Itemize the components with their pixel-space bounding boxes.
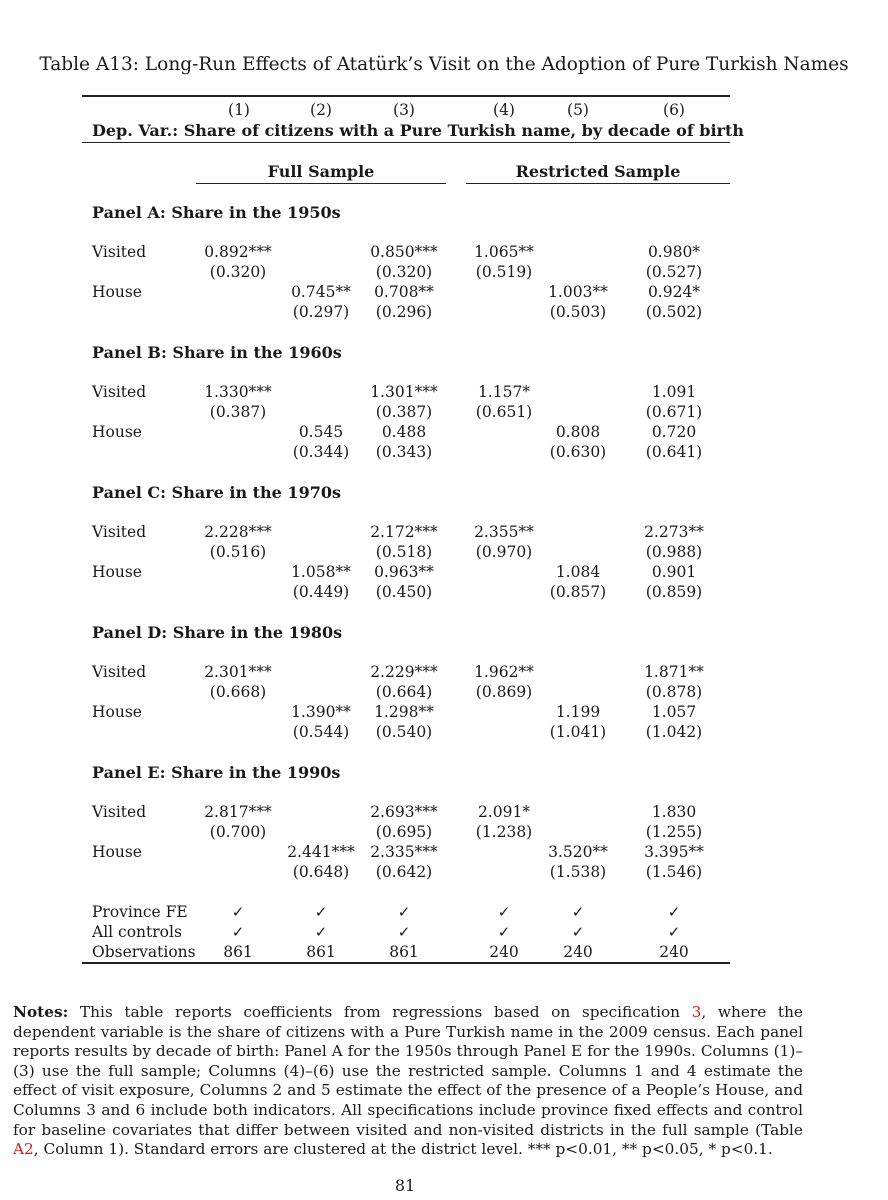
- coefficient-cell: 2.229***: [370, 663, 438, 681]
- standard-error-cell: (0.518): [375, 543, 433, 561]
- standard-error-cell: (0.651): [475, 403, 533, 421]
- coefficient-cell: 0.892***: [204, 243, 272, 261]
- standard-error-cell: (0.641): [645, 443, 703, 461]
- standard-error-cell: (0.664): [375, 683, 433, 701]
- coefficient-cell: 1.003**: [548, 283, 608, 301]
- standard-error-cell: (1.042): [645, 723, 703, 741]
- notes-text-1: This table reports coefficients from regressions based on specification: [68, 1003, 692, 1021]
- check-mark: ✓: [571, 923, 585, 941]
- standard-error-cell: (0.668): [209, 683, 267, 701]
- check-mark: ✓: [667, 923, 681, 941]
- standard-error-cell: (0.296): [375, 303, 433, 321]
- coefficient-cell: 0.708**: [374, 283, 434, 301]
- notes-text-3: , Column 1). Standard errors are clustered at the district level. *** p<0.01, ** p<0.05, * p<0.1.: [33, 1140, 773, 1159]
- standard-error-cell: (0.878): [645, 683, 703, 701]
- row-label-observations: Observations: [92, 943, 196, 961]
- standard-error-cell: (0.297): [292, 303, 350, 321]
- observations-cell: 240: [563, 943, 593, 961]
- coefficient-cell: 2.441***: [287, 843, 355, 861]
- bottom-rule: [82, 962, 730, 964]
- observations-cell: 861: [306, 943, 336, 961]
- coefficient-cell: 1.157*: [477, 383, 531, 401]
- standard-error-cell: (0.540): [375, 723, 433, 741]
- standard-error-cell: (0.700): [209, 823, 267, 841]
- standard-error-cell: (0.343): [375, 443, 433, 461]
- standard-error-cell: (0.519): [475, 263, 533, 281]
- check-mark: ✓: [397, 923, 411, 941]
- coefficient-cell: 1.298**: [374, 703, 434, 721]
- observations-cell: 861: [223, 943, 253, 961]
- panel-title: Panel C: Share in the 1970s: [92, 483, 341, 502]
- standard-error-cell: (1.538): [549, 863, 607, 881]
- standard-error-cell: (0.671): [645, 403, 703, 421]
- standard-error-cell: (0.449): [292, 583, 350, 601]
- table-title: Table A13: Long-Run Effects of Atatürk’s Visit on the Adoption of Pure Turkish Names: [39, 54, 849, 75]
- standard-error-cell: (0.970): [475, 543, 533, 561]
- coefficient-cell: 2.693***: [370, 803, 438, 821]
- standard-error-cell: (0.320): [209, 263, 267, 281]
- header-rule: [82, 142, 730, 143]
- coefficient-cell: 1.330***: [204, 383, 272, 401]
- row-label-house: House: [92, 423, 142, 441]
- coefficient-cell: 1.301***: [370, 383, 438, 401]
- panel-title: Panel E: Share in the 1990s: [92, 763, 341, 782]
- dependent-variable-label: Dep. Var.: Share of citizens with a Pure Turkish name, by decade of birth: [92, 121, 744, 140]
- coefficient-cell: 2.228***: [204, 523, 272, 541]
- standard-error-cell: (0.320): [375, 263, 433, 281]
- standard-error-cell: (0.988): [645, 543, 703, 561]
- observations-cell: 240: [489, 943, 519, 961]
- standard-error-cell: (0.648): [292, 863, 350, 881]
- standard-error-cell: (1.238): [475, 823, 533, 841]
- specification-link[interactable]: 3: [691, 1003, 702, 1021]
- coefficient-cell: 2.301***: [204, 663, 272, 681]
- coefficient-cell: 3.520**: [548, 843, 608, 861]
- table-notes: [13, 1003, 803, 1160]
- top-rule: [82, 95, 730, 97]
- coefficient-cell: 2.172***: [370, 523, 438, 541]
- standard-error-cell: (0.527): [645, 263, 703, 281]
- page-number: 81: [394, 1176, 416, 1195]
- standard-error-cell: (0.630): [549, 443, 607, 461]
- row-label-visited: Visited: [92, 243, 147, 261]
- coefficient-cell: 0.745**: [291, 283, 351, 301]
- standard-error-cell: (0.387): [209, 403, 267, 421]
- coefficient-cell: 0.901: [651, 563, 697, 581]
- check-mark: ✓: [497, 903, 511, 921]
- check-mark: ✓: [314, 903, 328, 921]
- coefficient-cell: 2.091*: [477, 803, 531, 821]
- row-label-visited: Visited: [92, 523, 147, 541]
- group-header-restricted: Restricted Sample: [515, 162, 681, 181]
- check-mark: ✓: [497, 923, 511, 941]
- standard-error-cell: (0.695): [375, 823, 433, 841]
- coefficient-cell: 0.980*: [647, 243, 701, 261]
- standard-error-cell: (0.516): [209, 543, 267, 561]
- coefficient-cell: 3.395**: [644, 843, 704, 861]
- observations-cell: 240: [659, 943, 689, 961]
- coefficient-cell: 0.924*: [647, 283, 701, 301]
- column-header: (2): [310, 101, 332, 119]
- row-label-visited: Visited: [92, 383, 147, 401]
- coefficient-cell: 1.057: [651, 703, 697, 721]
- panel-title: Panel A: Share in the 1950s: [92, 203, 341, 222]
- coefficient-cell: 1.830: [651, 803, 697, 821]
- coefficient-cell: 0.808: [555, 423, 601, 441]
- row-label-visited: Visited: [92, 663, 147, 681]
- standard-error-cell: (0.869): [475, 683, 533, 701]
- column-header: (5): [567, 101, 589, 119]
- coefficient-cell: 1.962**: [474, 663, 534, 681]
- standard-error-cell: (0.503): [549, 303, 607, 321]
- notes-label: Notes:: [13, 1003, 69, 1021]
- column-header: (6): [663, 101, 685, 119]
- coefficient-cell: 1.091: [651, 383, 697, 401]
- standard-error-cell: (0.859): [645, 583, 703, 601]
- standard-error-cell: (0.387): [375, 403, 433, 421]
- group-header-full: Full Sample: [267, 162, 375, 181]
- standard-error-cell: (0.642): [375, 863, 433, 881]
- coefficient-cell: 0.488: [381, 423, 427, 441]
- standard-error-cell: (1.041): [549, 723, 607, 741]
- row-label-all-controls: All controls: [92, 923, 182, 941]
- notes-text-2: , where the dependent variable is the share of citizens with a Pure Turkish name in the 2009 census. Each panel reports results by decade of birth: Panel A for the 1950s through Panel E for the 1990s. Columns (1)–(3) use the full sample; Columns (4)–(6) use the restricted sample. Columns 1 and 4 estimate the effect of visit exposure, Columns 2 and 5 estimate the effect of the presence of a People’s House, and Columns 3 and 6 include both indicators. All specifications include province fixed effects and control for baseline covariates that differ between visited and non-visited districts in the full sample (Table: [13, 1003, 803, 1139]
- column-header: (4): [493, 101, 515, 119]
- coefficient-cell: 2.355**: [474, 523, 534, 541]
- row-label-house: House: [92, 843, 142, 861]
- coefficient-cell: 0.963**: [374, 563, 434, 581]
- group-rule-restricted: [466, 183, 730, 184]
- check-mark: ✓: [231, 903, 245, 921]
- row-label-house: House: [92, 703, 142, 721]
- standard-error-cell: (1.255): [645, 823, 703, 841]
- coefficient-cell: 2.335***: [370, 843, 438, 861]
- row-label-house: House: [92, 283, 142, 301]
- standard-error-cell: (0.450): [375, 583, 433, 601]
- check-mark: ✓: [667, 903, 681, 921]
- row-label-province-fe: Province FE: [92, 903, 188, 921]
- row-label-house: House: [92, 563, 142, 581]
- coefficient-cell: 1.065**: [474, 243, 534, 261]
- coefficient-cell: 1.084: [555, 563, 601, 581]
- coefficient-cell: 0.850***: [370, 243, 438, 261]
- observations-cell: 861: [389, 943, 419, 961]
- standard-error-cell: (0.544): [292, 723, 350, 741]
- column-header: (1): [228, 101, 250, 119]
- coefficient-cell: 1.199: [555, 703, 601, 721]
- column-header: (3): [393, 101, 415, 119]
- panel-title: Panel B: Share in the 1960s: [92, 343, 342, 362]
- coefficient-cell: 0.720: [651, 423, 697, 441]
- standard-error-cell: (0.857): [549, 583, 607, 601]
- coefficient-cell: 1.871**: [644, 663, 704, 681]
- standard-error-cell: (0.344): [292, 443, 350, 461]
- coefficient-cell: 2.273**: [644, 523, 704, 541]
- check-mark: ✓: [231, 923, 245, 941]
- group-rule-full: [196, 183, 446, 184]
- coefficient-cell: 1.058**: [291, 563, 351, 581]
- row-label-visited: Visited: [92, 803, 147, 821]
- panel-title: Panel D: Share in the 1980s: [92, 623, 343, 642]
- coefficient-cell: 2.817***: [204, 803, 272, 821]
- coefficient-cell: 1.390**: [291, 703, 351, 721]
- standard-error-cell: (1.546): [645, 863, 703, 881]
- table-a2-link[interactable]: A2: [13, 1140, 34, 1159]
- coefficient-cell: 0.545: [298, 423, 344, 441]
- check-mark: ✓: [397, 903, 411, 921]
- standard-error-cell: (0.502): [645, 303, 703, 321]
- check-mark: ✓: [314, 923, 328, 941]
- check-mark: ✓: [571, 903, 585, 921]
